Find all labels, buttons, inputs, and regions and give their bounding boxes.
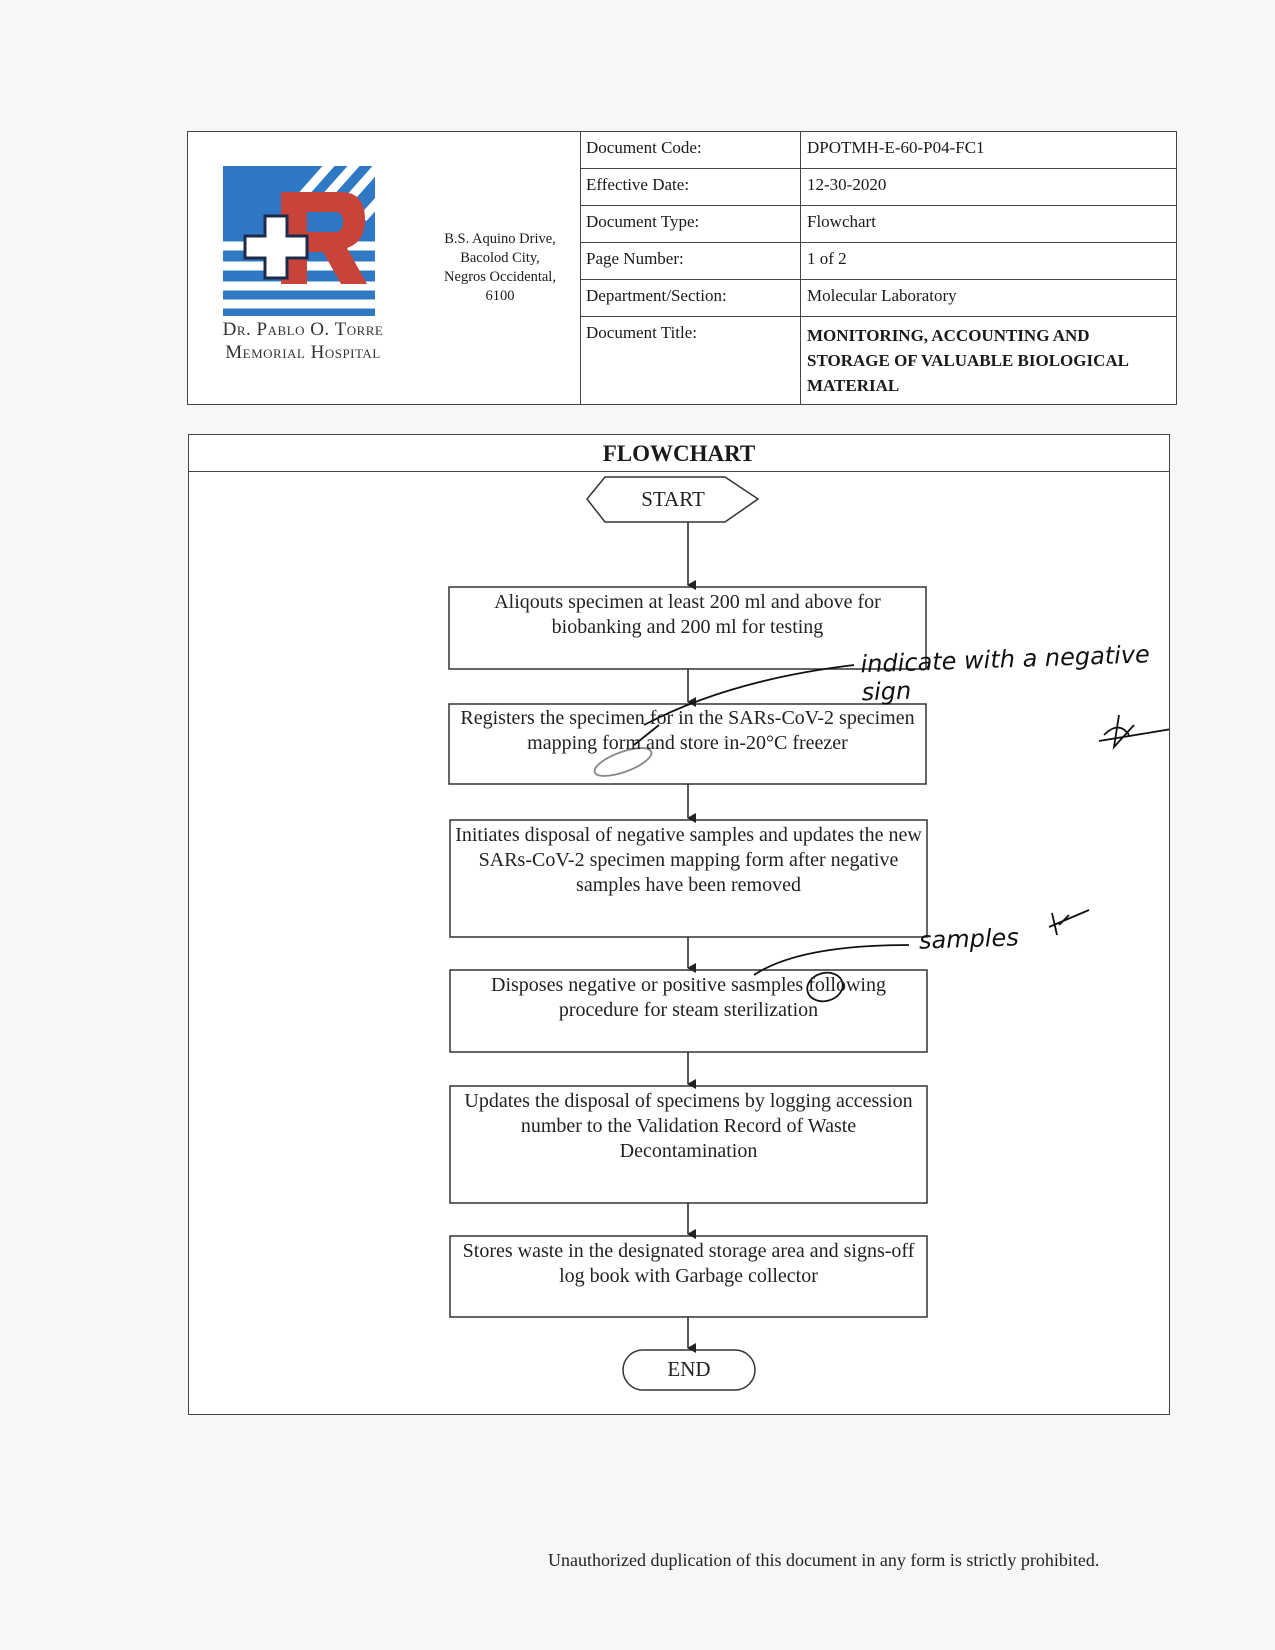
step-text-2: Registers the specimen for in the SARs-CoV-2 specimen mapping form and store in-20°C freezer: [460, 707, 915, 754]
info-row-code: [580, 132, 1176, 169]
start-label: START: [641, 487, 705, 511]
info-value: Molecular Laboratory: [801, 280, 1177, 317]
step-text-1: Aliqouts specimen at least 200 ml and above for biobanking and 200 ml for testing: [494, 591, 881, 638]
info-label: Page Number:: [580, 243, 801, 280]
address-line: Negros Occidental,: [444, 269, 556, 285]
info-label: Department/Section:: [580, 280, 801, 317]
document-info-table: [580, 132, 1176, 404]
info-row-type: [580, 206, 1176, 243]
hospital-name-line1: Dr. Pablo O. Torre: [222, 319, 384, 340]
hospital-name-line2: Memorial Hospital: [225, 342, 381, 363]
info-row-page: [580, 243, 1176, 280]
info-label: Document Type:: [580, 206, 801, 243]
initials-mark: [1049, 910, 1089, 935]
flowchart-frame: [188, 434, 1170, 1415]
handwritten-note-samples: samples: [918, 923, 1020, 955]
footer-notice: Unauthorized duplication of this document in any form is strictly prohibited.: [548, 1550, 1100, 1570]
document-title: MONITORING, ACCOUNTING AND STORAGE OF VALUABLE BIOLOGICAL MATERIAL: [807, 326, 1129, 395]
step-text-4: Disposes negative or positive sasmples following procedure for steam sterilization: [491, 974, 886, 1021]
address-line: B.S. Aquino Drive,: [444, 231, 556, 247]
info-value: DPOTMH-E-60-P04-FC1: [801, 132, 1177, 169]
flowchart-title: FLOWCHART: [189, 435, 1169, 472]
handwritten-note-negative-sign: indicate with a negative sign: [860, 640, 1151, 707]
address-line: Bacolod City,: [460, 250, 540, 266]
initials-mark: [1099, 715, 1169, 747]
info-row-title: [580, 317, 1176, 405]
step-text-5: Updates the disposal of specimens by logging accession number to the Validation Record of Waste Decontamination: [464, 1090, 913, 1162]
info-value: Flowchart: [801, 206, 1177, 243]
info-label: Document Code:: [580, 132, 801, 169]
info-label: Document Title:: [580, 317, 801, 405]
logo-area: [188, 132, 581, 404]
hospital-address: [420, 230, 580, 306]
info-row-department: [580, 280, 1176, 317]
info-label: Effective Date:: [580, 169, 801, 206]
info-value: 12-30-2020: [801, 169, 1177, 206]
address-line: 6100: [485, 288, 515, 304]
step-text-6: Stores waste in the designated storage area and signs-off log book with Garbage collector: [462, 1240, 915, 1287]
step-text-3: Initiates disposal of negative samples and updates the new SARs-CoV-2 specimen mapping form after negative samples have been removed: [455, 824, 922, 896]
info-row-date: [580, 169, 1176, 206]
end-label: END: [667, 1357, 711, 1381]
hospital-logo: [223, 166, 383, 318]
hospital-name: [188, 318, 418, 364]
info-value: 1 of 2: [801, 243, 1177, 280]
document-header: [187, 131, 1177, 405]
